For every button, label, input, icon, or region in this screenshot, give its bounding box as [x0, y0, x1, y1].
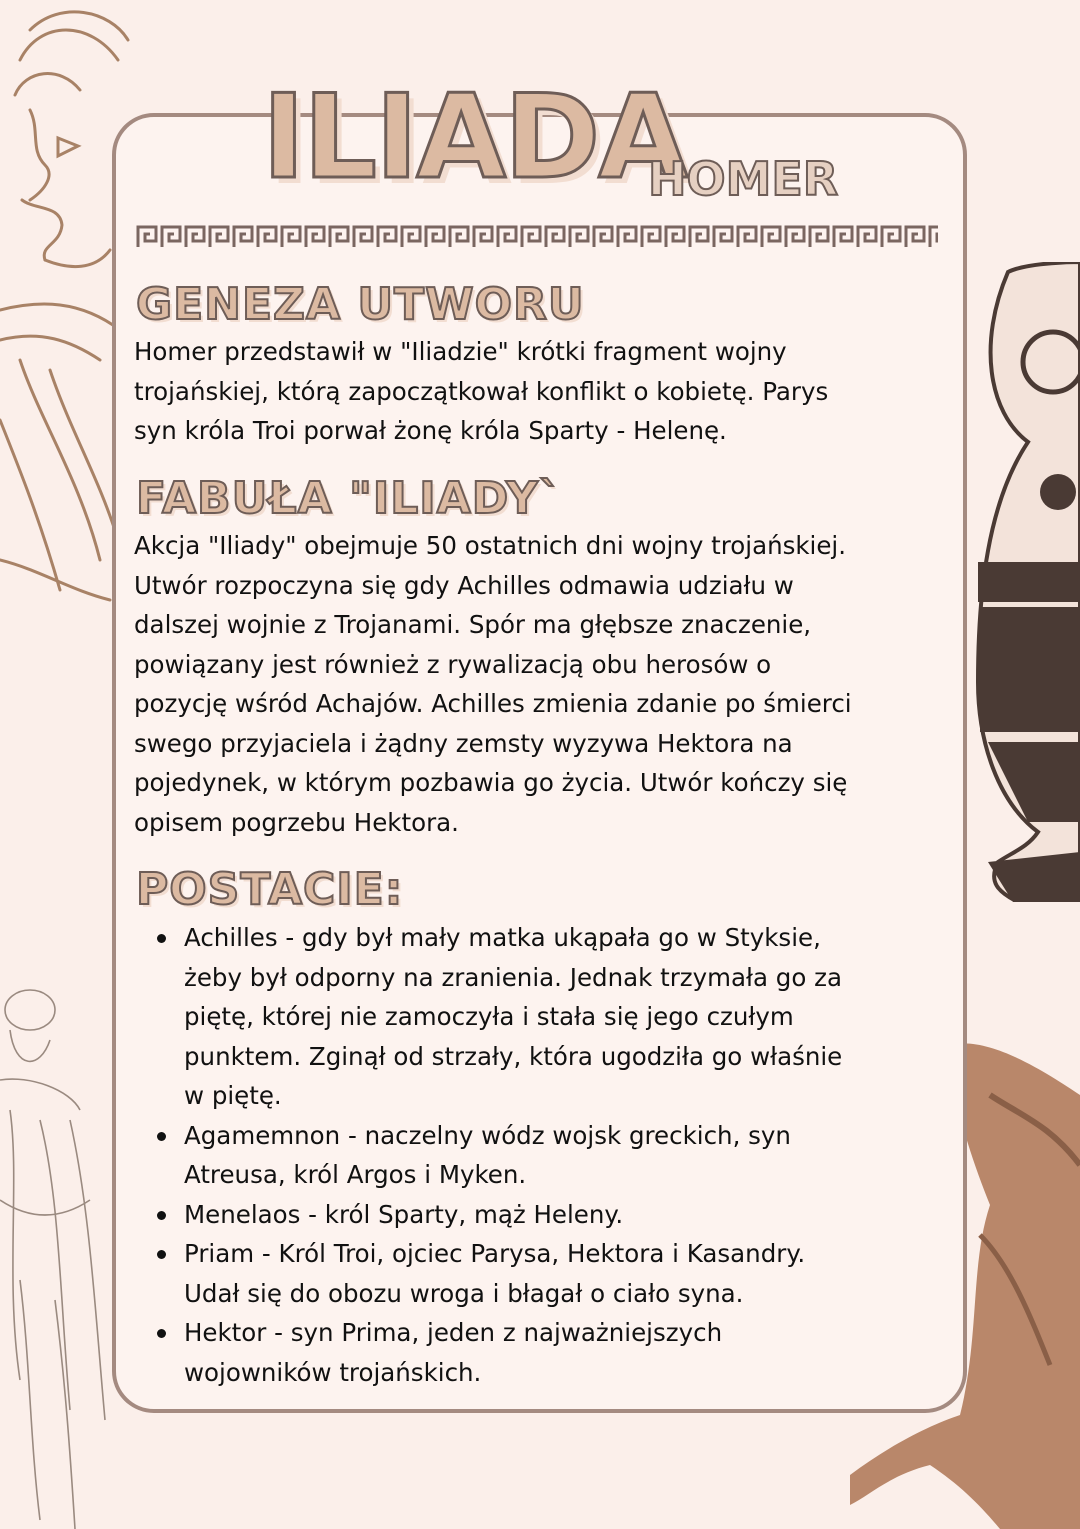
text-line: Hektor - syn Prima, jeden z najważniejszych	[184, 1318, 723, 1347]
text-line: w piętę.	[184, 1081, 282, 1110]
text-line: pozycję wśród Achajów. Achilles zmienia zdanie po śmierci	[134, 689, 852, 718]
section-heading-genesis: GENEZA UTWORU	[136, 279, 585, 330]
bullet-icon	[157, 1329, 166, 1338]
list-item-hektor	[184, 1313, 984, 1392]
text-line: punktem. Zginął od strzały, która ugodziła go właśnie	[184, 1041, 843, 1071]
list-item-priam	[184, 1234, 984, 1313]
greek-meander-border	[136, 225, 938, 249]
text-line: dalszej wojnie z Trojanami. Spór ma głębsze znaczenie,	[134, 610, 812, 639]
text-line: Atreusa, król Argos i Myken.	[184, 1160, 527, 1189]
text-line: Achilles - gdy był mały matka ukąpała go w Styksie,	[184, 923, 821, 952]
page-title: ILIADA	[262, 70, 687, 205]
text-line: Akcja "Iliady" obejmuje 50 ostatnich dni wojny trojańskiej.	[134, 531, 847, 560]
bullet-icon	[157, 1211, 166, 1220]
text-line: Homer przedstawił w "Iliadzie" krótki fragment wojny	[134, 337, 787, 366]
section-text-plot	[134, 526, 954, 842]
bullet-icon	[157, 1132, 166, 1141]
list-item-agamemnon	[184, 1116, 984, 1195]
text-line: Utwór rozpoczyna się gdy Achilles odmawia udziału w	[134, 570, 794, 600]
text-line: Udał się do obozu wroga i błagał o ciało syna.	[184, 1278, 744, 1308]
text-line: pojedynek, w którym pozbawia go życia. Utwór kończy się	[134, 768, 848, 797]
section-heading-characters: POSTACIE:	[136, 864, 404, 915]
goddess-bust-drawing	[0, 0, 130, 620]
author-name: HOMER	[648, 152, 839, 206]
list-item-achilles	[184, 918, 984, 1116]
text-line: żeby był odporny na zranienia. Jednak trzymała go za	[184, 962, 842, 992]
section-text-genesis	[134, 332, 954, 451]
text-line: swego przyjaciela i żądny zemsty wyzywa Hektora na	[134, 728, 793, 758]
text-line: powiązany jest również z rywalizacją obu herosów o	[134, 649, 772, 679]
bullet-icon	[157, 1250, 166, 1259]
text-line: wojowników trojańskich.	[184, 1357, 482, 1387]
text-line: Priam - Król Troi, ojciec Parysa, Hektora i Kasandry.	[184, 1239, 806, 1268]
text-line: Agamemnon - naczelny wódz wojsk greckich, syn	[184, 1120, 791, 1150]
female-statue-sketch	[0, 980, 115, 1529]
text-line: piętę, której nie zamoczyła i stała się jego czułym	[184, 1002, 794, 1031]
text-line: trojańskiej, którą zapoczątkował konflikt o kobietę. Parys	[134, 376, 829, 406]
greek-amphora	[968, 262, 1080, 902]
text-line: syn króla Troi porwał żonę króla Sparty - Helenę.	[134, 416, 727, 445]
text-line: Menelaos - król Sparty, mąż Heleny.	[184, 1199, 624, 1229]
section-heading-plot: FABUŁA "ILIADY`	[136, 473, 562, 524]
bullet-icon	[157, 934, 166, 943]
text-line: opisem pogrzebu Hektora.	[134, 807, 459, 837]
characters-list	[134, 918, 984, 1392]
list-item-menelaos	[184, 1195, 984, 1235]
